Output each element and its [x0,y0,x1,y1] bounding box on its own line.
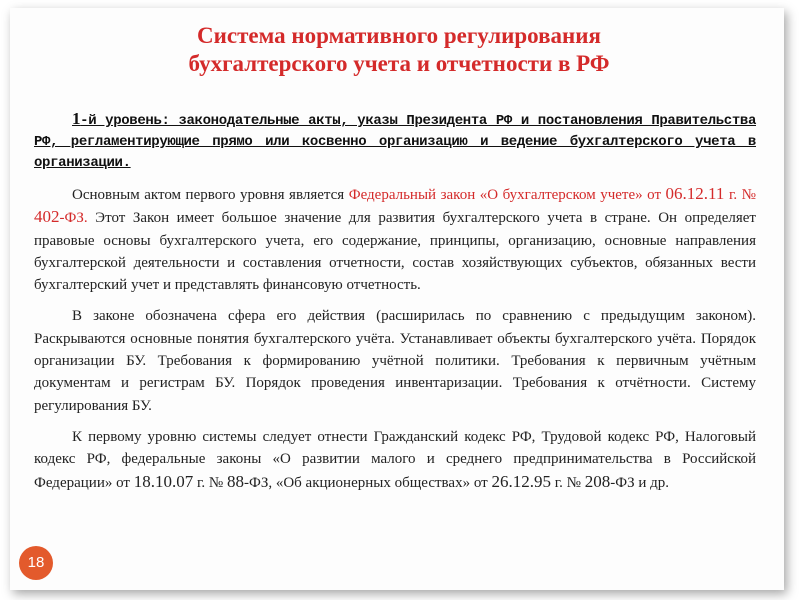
other-laws-end: -ФЗ и др. [610,474,669,491]
scope-paragraph: В законе обозначена сфера его действия (расширилась по сравнению с предыдущим законом). Раскрываются основные понятия бухгалтерского учёта. Устанавливает объекты бухгалтерского учёта. Порядок организации БУ. Требования к формированию учётной политики. Требования к первичным учётным документам и регистрам БУ. Порядок проведения инвентаризации. Требования к отчётности. Систему регулирования БУ. [34,308,756,414]
level-one-paragraph [34,108,756,174]
law-number: 402 [34,207,60,227]
law-number-suffix: -ФЗ. [59,210,88,227]
slide-title [24,22,774,78]
law-number-prefix: г. № [724,187,756,203]
sme-law-number: 88 [226,471,244,491]
other-laws-paragraph [34,426,756,494]
sme-law-number-prefix: г. № [193,474,227,491]
law-title: Федеральный закон «О бухгалтерском учете» от [348,187,666,203]
sme-law-date: 18.10.07 [133,471,194,491]
jsc-law-intro: -ФЗ, «Об акционерных обществах» от [243,474,492,491]
title-line-1: Система нормативного регулирования [197,23,601,48]
law-date: 06.12.11 [665,184,725,203]
main-act-paragraph [34,183,756,296]
jsc-law-date: 26.12.95 [491,471,551,491]
title-line-2: бухгалтерского учета и отчетности в РФ [188,51,610,76]
slide-content [34,108,756,503]
jsc-law-number: 208 [584,471,611,491]
page-number-badge: 18 [19,546,53,580]
main-act-intro: Основным актом первого уровня является [72,187,349,203]
main-act-description: Этот Закон имеет большое значение для развития бухгалтерского учета в стране. Он определяет правовые основы бухгалтерского учета, его содержание, принципы, организацию, основные направления бухгалтерской деятельности и составления отчетности, состав хозяйствующих субъектов, обязанных вести бухгалтерский учет и представлять финансовую отчетность. [34,210,756,294]
level-number: 1 [72,109,81,128]
level-one-text: -й уровень: законодательные акты, указы Президента РФ и постановления Правительства РФ, регламентирующие прямо или косвенно организацию и ведение бухгалтерского учета в организации. [34,113,756,171]
other-laws-intro: К первому уровню системы следует отнести Гражданский кодекс РФ, Трудовой кодекс РФ, Налоговый кодекс РФ, федеральные законы «О развитии малого и среднего предпринимательства в Российской Федерации» от [34,428,756,491]
jsc-law-number-prefix: г. № [550,474,585,491]
